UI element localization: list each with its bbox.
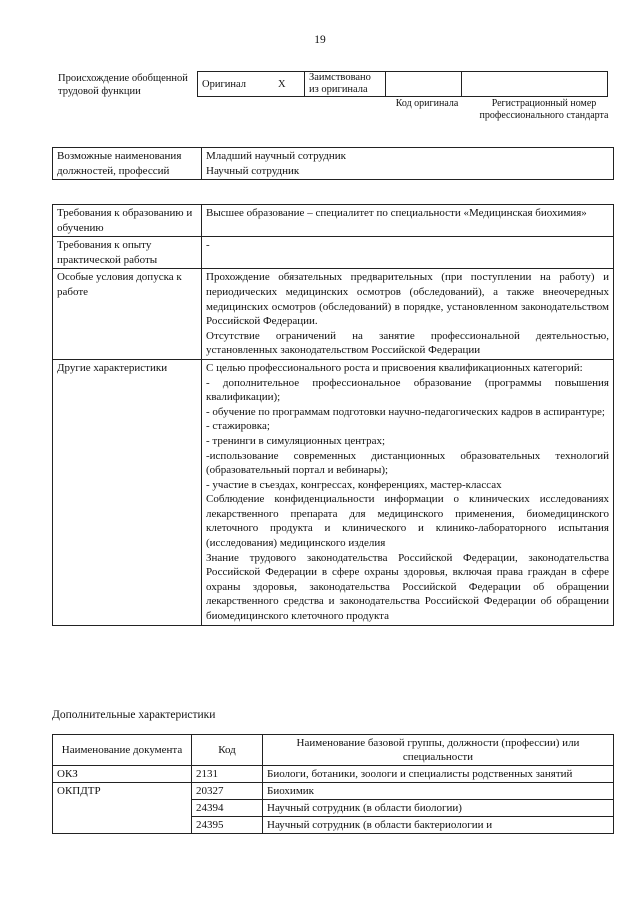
- origin-mark: X: [274, 72, 305, 97]
- header-name: Наименование базовой группы, должности (профессии) или специальности: [263, 735, 614, 766]
- origin-code-cell: [386, 72, 462, 97]
- experience-label: Требования к опыту практической работы: [53, 237, 202, 269]
- other-line: Знание трудового законодательства Российской Федерации, законодательства Российской Федерации в сфере охраны здоровья, включая права граждан в сфере охраны здоровья, законодательства Российской Федерации об обращении лекарственного средства и законодательства Российской Федерации об обращении биомедицинского клеточного продукта: [206, 551, 609, 623]
- education-text: Высшее образование – специалитет по специальности «Медицинская биохимия»: [206, 207, 587, 219]
- experience-cell: [202, 237, 614, 269]
- requirements-table: [52, 204, 614, 626]
- education-cell: [202, 205, 614, 237]
- origin-table: [197, 71, 608, 97]
- other-line: - дополнительное профессиональное образование (программы повышения квалификации);: [206, 376, 609, 404]
- positions-cell: [202, 148, 614, 180]
- page-number: 19: [314, 34, 326, 46]
- other-line: - стажировка;: [206, 420, 270, 433]
- okpdtr-name: Научный сотрудник (в области бактериологии и: [263, 817, 614, 834]
- experience-text: -: [206, 239, 210, 252]
- okpdtr-name: Биохимик: [263, 783, 614, 800]
- reg-number-label: Регистрационный номер профессионального стандарта: [479, 98, 609, 121]
- other-line: - тренинги в симуляционных центрах;: [206, 434, 386, 447]
- okpdtr-code: 24394: [192, 800, 263, 817]
- okz-code: 2131: [192, 766, 263, 783]
- okpdtr-name: Научный сотрудник (в области биологии): [263, 800, 614, 817]
- admission-line: Прохождение обязательных предварительных (при поступлении на работу) и периодических медицинских осмотров (обследований), а также внеочередных медицинских осмотров (обследований) в порядке, установленном законодательством Российской Федерации.: [206, 271, 609, 328]
- okz-doc: ОКЗ: [53, 766, 192, 783]
- okz-name: Биологи, ботаники, зоологи и специалисты родственных занятий: [263, 766, 614, 783]
- admission-cell: [202, 269, 614, 360]
- okpdtr-doc: ОКПДТР: [53, 783, 192, 834]
- positions-label: Возможные наименования должностей, профессий: [53, 148, 202, 180]
- other-line: - участие в съездах, конгрессах, конференциях, мастер-классах: [206, 478, 502, 491]
- other-line: Соблюдение конфиденциальности информации о клинических исследованиях лекарственного препарата для медицинского применения, биомедицинского клеточного продукта и клинического и клинико-лабораторного испытания (исследования) медицинского изделия: [206, 493, 609, 550]
- admission-line: Отсутствие ограничений на занятие профессиональной деятельностью, установленных законодательством Российской Федерации: [206, 329, 609, 357]
- okpdtr-code: 24395: [192, 817, 263, 834]
- position-item: Научный сотрудник: [206, 164, 300, 177]
- origin-reg-cell: [462, 72, 608, 97]
- origin-borrowed: Заимствовано из оригинала: [305, 72, 386, 97]
- header-code: Код: [192, 735, 263, 766]
- positions-table: [52, 147, 614, 180]
- other-line: -использование современных дистанционных образовательных технологий (образовательный портал и вебинары);: [206, 449, 609, 477]
- other-cell: [202, 359, 614, 625]
- other-line: - обучение по программам подготовки научно-педагогических кадров в аспирантуре;: [206, 405, 605, 418]
- codes-table: [52, 734, 614, 834]
- origin-original: Оригинал: [198, 72, 275, 97]
- extra-title: Дополнительные характеристики: [52, 709, 216, 721]
- origin-label: Происхождение обобщенной трудовой функции: [58, 73, 188, 97]
- education-label: Требования к образованию и обучению: [53, 205, 202, 237]
- position-item: Младший научный сотрудник: [206, 150, 346, 162]
- okpdtr-code: 20327: [192, 783, 263, 800]
- header-doc: Наименование документа: [53, 735, 192, 766]
- other-line: С целью профессионального роста и присвоения квалификационных категорий:: [206, 361, 583, 374]
- other-label: Другие характеристики: [53, 359, 202, 625]
- admission-label: Особые условия допуска к работе: [53, 269, 202, 360]
- code-original-label: Код оригинала: [395, 98, 459, 109]
